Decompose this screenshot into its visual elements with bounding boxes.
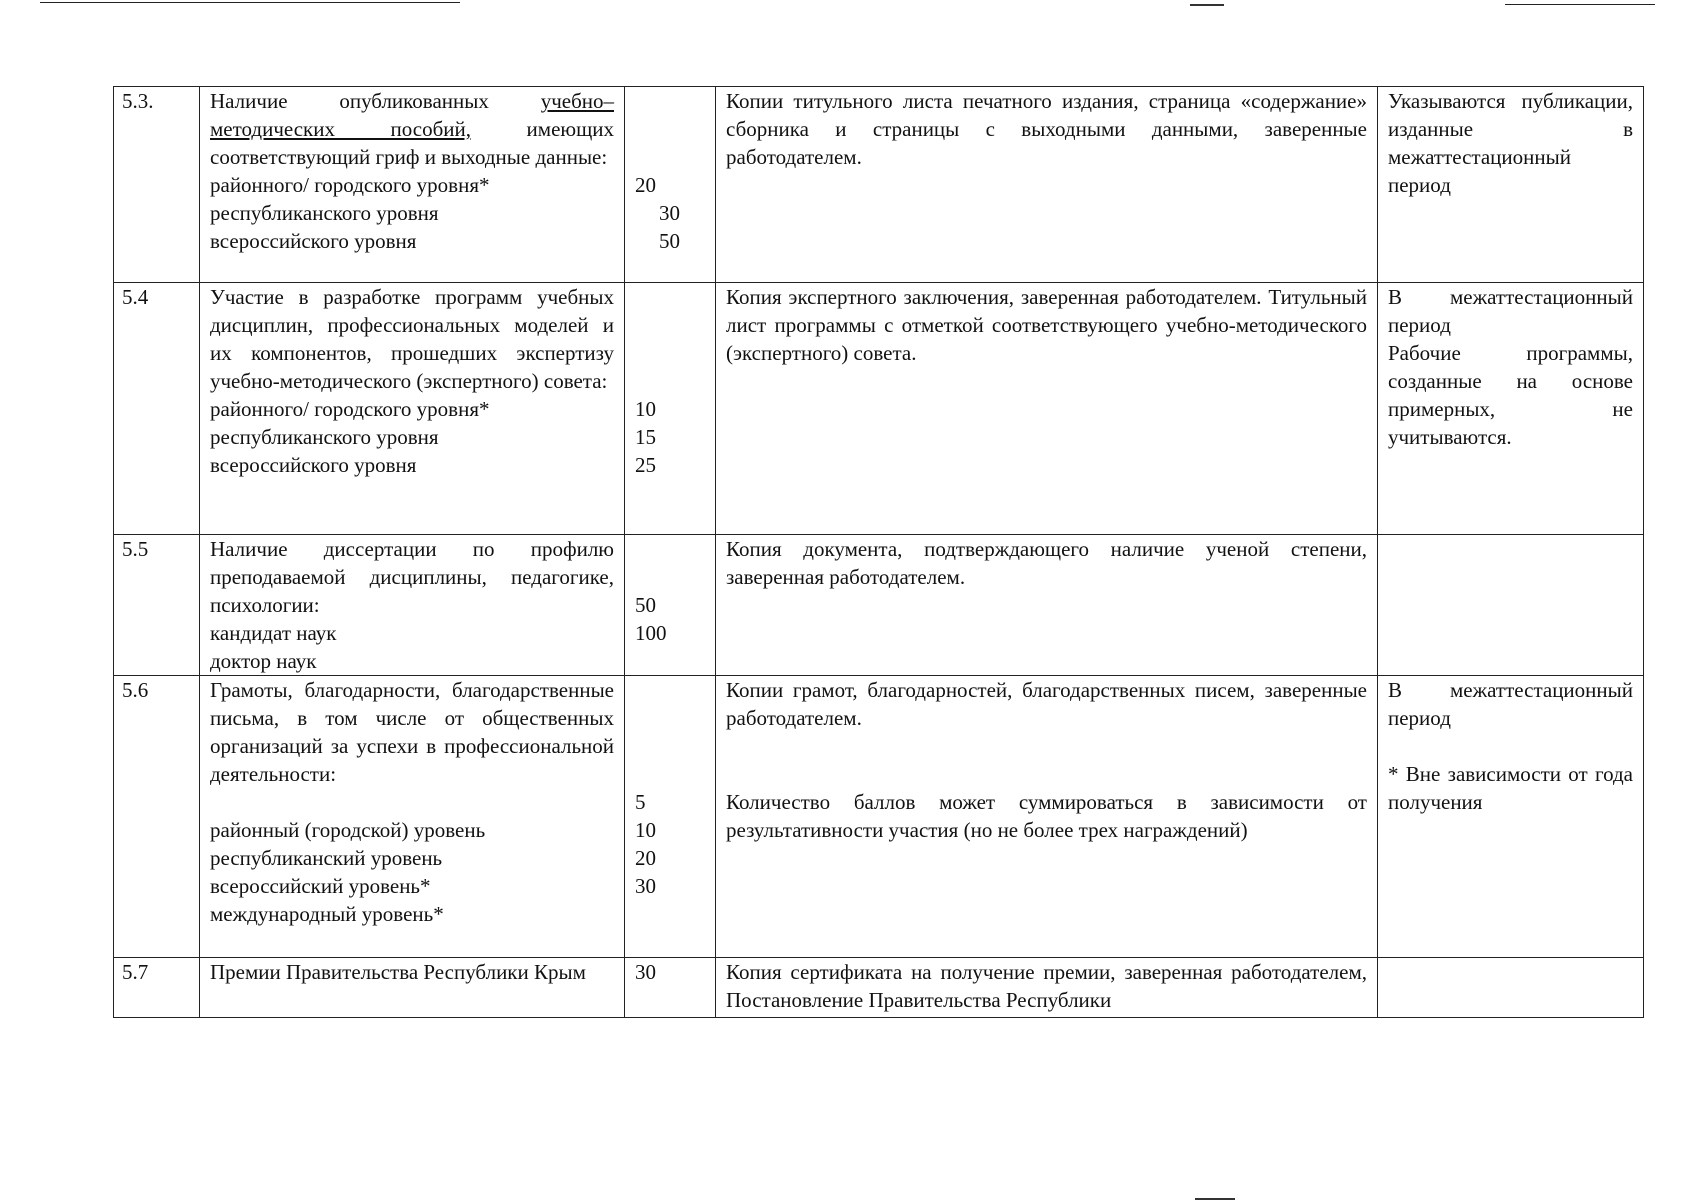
documents-cell: Копия сертификата на получение премии, заверенная работодателем, Постановление Правительства Республики: [716, 958, 1378, 1018]
points-value: 20: [635, 173, 656, 197]
criterion-text: [210, 87, 614, 171]
points-value: 30: [659, 201, 680, 225]
table-row: [114, 283, 1644, 535]
documents-cell: Копии титульного листа печатного издания, страница «содержание» сборника и страницы с выходными данными, заверенные работодателем.: [716, 87, 1378, 283]
level-item: районный (городской) уровень: [210, 818, 486, 842]
points-value: 10: [635, 818, 656, 842]
criterion-cell: Премии Правительства Республики Крым: [200, 958, 625, 1018]
level-item: республиканского уровня: [210, 425, 439, 449]
points-value: 20: [635, 846, 656, 870]
documents-cell: [716, 676, 1378, 958]
documents-cell: Копия экспертного заключения, заверенная работодателем. Титульный лист программы с отметкой соответствующего учебно-методического (экспертного) совета.: [716, 283, 1378, 535]
row-number: 5.3.: [114, 87, 200, 283]
row-number: 5.6: [114, 676, 200, 958]
level-item: районного/ городского уровня*: [210, 173, 490, 197]
level-item: республиканского уровня: [210, 201, 439, 225]
points-value: 5: [635, 790, 646, 814]
level-item: всероссийского уровня: [210, 229, 417, 253]
criterion-text-start: Наличие опубликованных: [210, 89, 489, 113]
criteria-table: [113, 86, 1644, 1018]
top-rule-left: [40, 2, 460, 3]
row-number: 5.4: [114, 283, 200, 535]
points-cell: [625, 958, 716, 1018]
table-row: [114, 676, 1644, 958]
criterion-cell: [200, 283, 625, 535]
table-row: [114, 87, 1644, 283]
criterion-text-end: имеющих соответствующий гриф и выходные данные:: [210, 117, 614, 169]
level-list: [210, 171, 614, 255]
row-number: 5.7: [114, 958, 200, 1018]
level-item: всероссийский уровень*: [210, 874, 431, 898]
level-item: всероссийского уровня: [210, 453, 417, 477]
documents-cell: Копия документа, подтверждающего наличие ученой степени, заверенная работодателем.: [716, 535, 1378, 676]
criterion-cell: [200, 87, 625, 283]
table-row: [114, 535, 1644, 676]
criterion-text: Грамоты, благодарности, благодарственные письма, в том числе от общественных организаций за успехи в профессиональной деятельности:: [210, 678, 614, 786]
points-value: 50: [659, 229, 680, 253]
criterion-cell: [200, 535, 625, 676]
points-value: 100: [635, 621, 667, 645]
points-value: 50: [635, 593, 656, 617]
scan-mark-top: [1190, 4, 1224, 6]
points-cell: [625, 87, 716, 283]
row-number: 5.5: [114, 535, 200, 676]
criterion-underlined: учебно–методических пособий,: [210, 89, 614, 141]
level-item: доктор наук: [210, 649, 317, 673]
notes-period: В межаттестационный период: [1388, 678, 1633, 730]
table-row: [114, 958, 1644, 1018]
notes-remark: Рабочие программы, созданные на основе примерных, не учитываются.: [1388, 341, 1633, 449]
criterion-text: Участие в разработке программ учебных дисциплин, профессиональных моделей и их компонентов, прошедших экспертизу учебно-методического (экспертного) совета:: [210, 285, 614, 393]
points-value: 30: [635, 960, 656, 984]
level-item: международный уровень*: [210, 902, 444, 926]
criterion-cell: [200, 676, 625, 958]
points-value: 25: [635, 453, 656, 477]
level-item: республиканский уровень: [210, 846, 443, 870]
criterion-text: Наличие диссертации по профилю преподаваемой дисциплины, педагогике, психологии:: [210, 537, 614, 617]
level-list: [210, 395, 614, 479]
notes-period: В межаттестационный период: [1388, 285, 1633, 337]
points-value: 10: [635, 397, 656, 421]
notes-cell: [1378, 676, 1644, 958]
level-item: районного/ городского уровня*: [210, 397, 490, 421]
documents-copies: Копии грамот, благодарностей, благодарственных писем, заверенные работодателем.: [726, 678, 1367, 730]
level-list: [210, 816, 614, 928]
points-cell: [625, 535, 716, 676]
points-value: 30: [635, 874, 656, 898]
points-value: 15: [635, 425, 656, 449]
notes-remark: * Вне зависимости от года получения: [1388, 762, 1633, 814]
notes-cell: [1378, 283, 1644, 535]
level-list: [210, 619, 614, 675]
points-cell: [625, 676, 716, 958]
top-rule-right: [1505, 4, 1655, 5]
documents-summation-note: Количество баллов может суммироваться в зависимости от результативности участия (но не более трех награждений): [726, 790, 1367, 842]
points-cell: [625, 283, 716, 535]
notes-cell: Указываются публикации, изданные в межаттестационный период: [1378, 87, 1644, 283]
notes-cell: [1378, 535, 1644, 676]
notes-cell: [1378, 958, 1644, 1018]
level-item: кандидат наук: [210, 621, 337, 645]
